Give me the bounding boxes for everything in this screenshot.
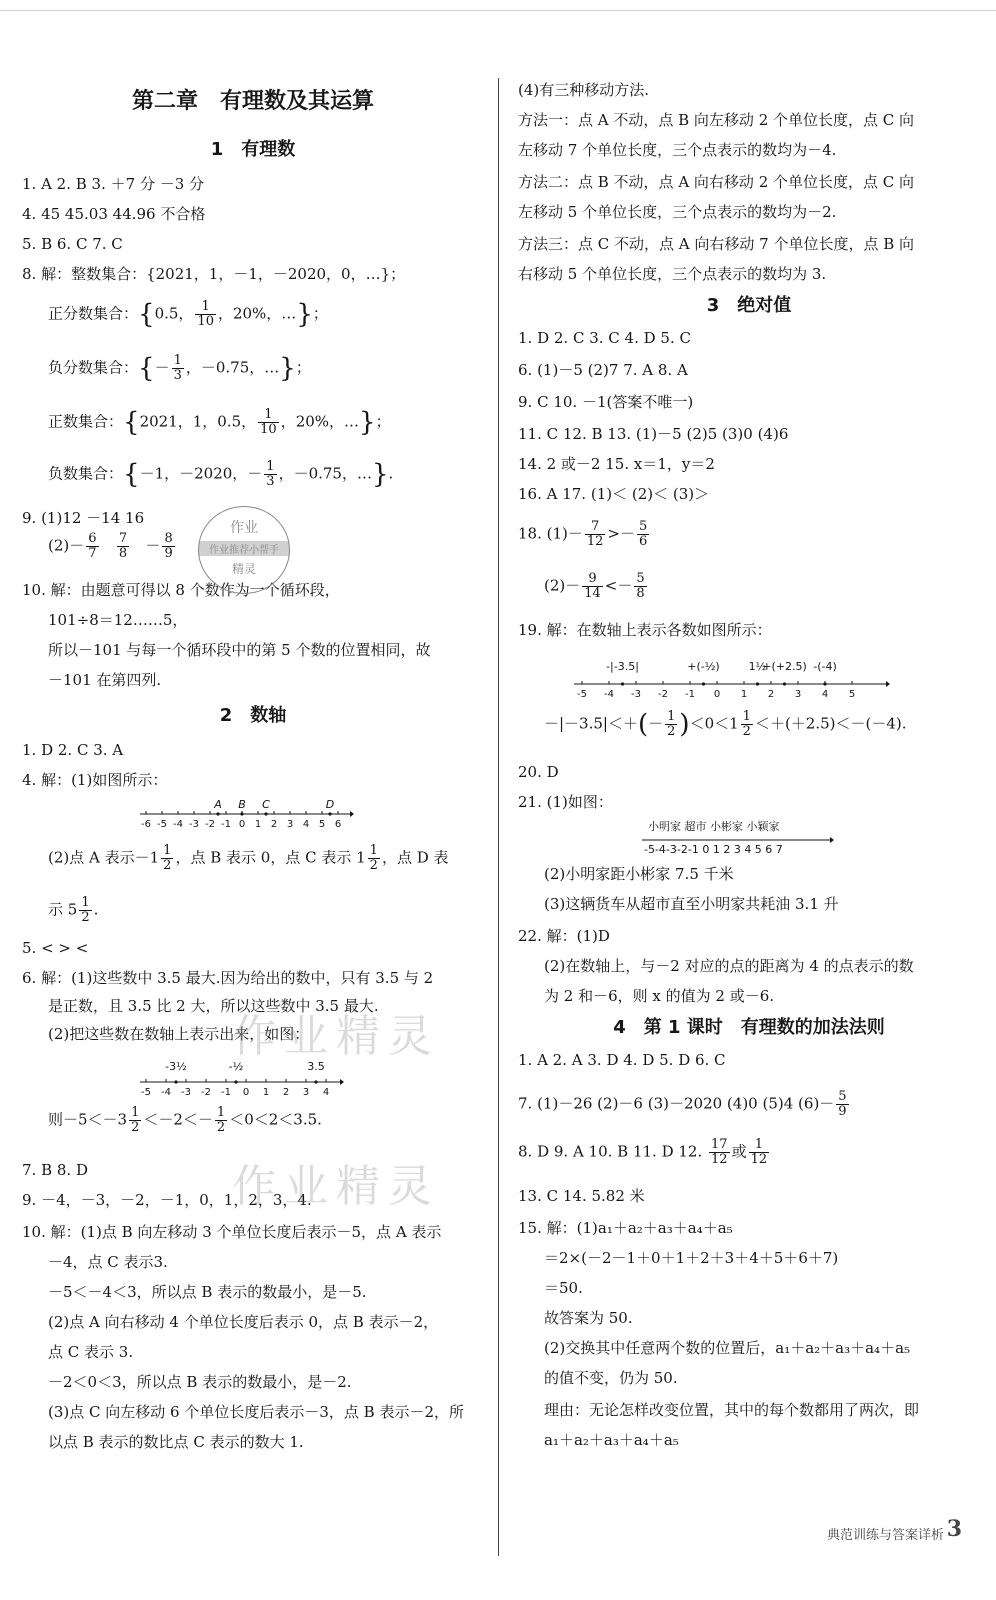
axis-arrow <box>340 1079 344 1085</box>
stamp-seal <box>198 506 290 594</box>
fraction: $\frac{1}{2}$ <box>742 709 751 739</box>
answer-line: (2)小明家距小彬家 7.5 千米 <box>544 865 734 883</box>
answer-line: 6. 解：(1)这些数中 3.5 最大.因为给出的数中，只有 3.5 与 2 <box>22 969 434 987</box>
answer-line: 方法二：点 B 不动，点 A 向右移动 2 个单位长度，点 C 向 <box>518 173 915 191</box>
point-marker <box>756 682 759 685</box>
answer-line: 11. C 12. B 13. (1)－5 (2)5 (3)0 (4)6 <box>518 425 789 443</box>
point-marker <box>174 1080 177 1083</box>
fraction: $\frac{1}{2}$ <box>81 895 90 925</box>
answer-line: 10. 解：由题意可得以 8 个数作为一个循环段， <box>22 581 340 599</box>
text: ＜－2＜－ <box>143 1110 213 1129</box>
answer-line: 方法三：点 C 不动，点 A 向右移动 7 个单位长度，点 B 向 <box>518 235 915 253</box>
answer-line: ＝2×(－2－1＋0＋1＋2＋3＋4＋5＋6＋7) <box>544 1249 839 1267</box>
answer-line: 示 5 $\frac{1}{2}$ . <box>48 895 99 925</box>
tick-label: -6 <box>141 819 151 830</box>
text: ，点 D 表 <box>381 848 449 867</box>
point-label: -|-3.5| <box>606 660 639 673</box>
text: 8. D 9. A 10. B 11. D 12. <box>518 1142 703 1161</box>
answer-line: 14. 2 或－2 15. x＝1，y＝2 <box>518 455 715 473</box>
tick-label: 4 <box>821 689 829 700</box>
tick-label: -2 <box>658 689 668 700</box>
number-line-1 <box>138 796 354 836</box>
answer-line: 方法一：点 A 不动，点 B 向左移动 2 个单位长度，点 C 向 <box>518 111 915 129</box>
footer-label: 典范训练与答案详析 <box>826 1528 944 1543</box>
point-label: +(-½) <box>687 660 720 673</box>
answer-line: 16. A 17. (1)＜ (2)＜ (3)＞ <box>518 485 710 503</box>
answer-line: (2)在数轴上，与－2 对应的点的距离为 4 的点表示的数 <box>544 957 914 975</box>
tick-label: 1 <box>262 1087 270 1098</box>
point-label: -(-4) <box>813 660 837 673</box>
stamp-text: 精灵 <box>231 562 256 576</box>
fraction: $\frac{7}{12}$ <box>586 519 604 549</box>
answer-line: 7. B 8. D <box>22 1161 88 1179</box>
tick-label: 4 <box>302 819 310 830</box>
text: ＜0＜1 <box>689 714 739 733</box>
answer-line: 9. －4，－3，－2，－1，0，1，2，3，4. <box>22 1191 312 1209</box>
set-items: －1，－2020，－ <box>139 464 263 483</box>
text: ，点 B 表示 0，点 C 表示 1 <box>175 848 366 867</box>
answer-line: 左移动 5 个单位长度，三个点表示的数均为－2. <box>518 203 837 221</box>
axis-arrow <box>350 811 354 817</box>
point-label: A <box>214 798 222 811</box>
answer-line <box>22 844 449 873</box>
answer-line: a₁＋a₂＋a₃＋a₄＋a₅ <box>544 1431 679 1449</box>
tick-label: -1 <box>221 1087 231 1098</box>
answer-line: (2)交换其中任意两个数的位置后，a₁＋a₂＋a₃＋a₄＋a₅ <box>544 1339 911 1357</box>
answer-line: 的值不变，仍为 50. <box>544 1369 678 1387</box>
point-label: -3½ <box>165 1060 187 1073</box>
fraction: $\frac{1}{3}$ <box>266 459 275 489</box>
point-label: 1½ <box>748 660 767 673</box>
point-marker <box>234 1080 237 1083</box>
point-marker <box>621 682 624 685</box>
answer-line: 15. 解：(1)a₁＋a₂＋a₃＋a₄＋a₅ <box>518 1219 733 1237</box>
tick-label: 0 <box>713 689 721 700</box>
answer-line: 10. 解：(1)点 B 向左移动 3 个单位长度后表示－5，点 A 表示 <box>22 1223 442 1241</box>
answer-line <box>518 1090 851 1119</box>
answer-line <box>518 1138 771 1167</box>
point-label: C <box>262 798 270 811</box>
tick-label: -5 <box>157 819 167 830</box>
tick-label: 1 <box>254 819 262 830</box>
fraction: $\frac{5}{9}$ <box>838 1089 847 1119</box>
point-label: +(+2.5) <box>762 660 807 673</box>
set-items: ，20%，… <box>217 304 297 323</box>
set-label: 负分数集合： <box>48 358 139 377</box>
answer-line: 理由：无论怎样改变位置，其中的每个数都用了两次，即 <box>544 1401 920 1419</box>
answer-line: 5. B 6. C 7. C <box>22 235 123 253</box>
tick-label: -1 <box>221 819 231 830</box>
text: (2)－ <box>544 576 581 595</box>
answer-line: 所以－101 与每一个循环段中的第 5 个数的位置相同，故 <box>48 641 431 659</box>
answer-line: 101÷8＝12……5， <box>48 611 188 629</box>
answer-line: 1. D 2. C 3. C 4. D 5. C <box>518 329 691 347</box>
fraction: $\frac{1}{2}$ <box>667 709 676 739</box>
tick-label: 1 <box>740 689 748 700</box>
point-marker <box>823 682 826 685</box>
answer-line: 9. (1)12 －14 16 <box>22 509 145 527</box>
section-title-2: 2 数轴 <box>219 705 287 726</box>
section-title-3: 3 绝对值 <box>706 295 792 316</box>
tick-label: 5 <box>848 689 856 700</box>
answer-line: (2)－ $\frac{6}{7}$ $\frac{7}{8}$ － $\frac{8}{9}$ <box>48 531 173 561</box>
section-title-1: 1 有理数 <box>210 139 296 160</box>
text: (2)－ <box>48 536 85 555</box>
answer-line: 5. < > < <box>22 939 89 957</box>
set-label: 负数集合： <box>48 464 124 483</box>
answer-line: 20. D <box>518 763 559 781</box>
tick-label: -5 <box>141 1087 151 1098</box>
text: 18. (1)－ <box>518 524 583 543</box>
fraction: $\frac{1}{12}$ <box>750 1137 768 1167</box>
answer-line: 左移动 7 个单位长度，三个点表示的数均为－4. <box>518 141 837 159</box>
tick-label: -3 <box>631 689 641 700</box>
tick-label: 6 <box>334 819 342 830</box>
tick-label: 2 <box>282 1087 290 1098</box>
answer-line: 21. (1)如图： <box>518 793 613 811</box>
answer-line: 以点 B 表示的数比点 C 表示的数大 1. <box>48 1433 304 1451</box>
axis-header: 小明家 超市 小彬家 小颖家 <box>648 820 780 833</box>
set-label: 正数集合： <box>48 412 124 431</box>
answer-line: －4，点 C 表示3. <box>48 1253 168 1271</box>
section-title-4: 4 第 1 课时 有理数的加法法则 <box>613 1017 885 1038</box>
point-marker <box>783 682 786 685</box>
text: 7. (1)－26 (2)－6 (3)－2020 (4)0 (5)4 (6)－ <box>518 1094 835 1113</box>
stamp-text: 作业推荐小帮手 <box>199 541 289 556</box>
answer-line: －101 在第四列. <box>48 671 162 689</box>
answer-line: 1. D 2. C 3. A <box>22 741 124 759</box>
answer-line: 右移动 5 个单位长度，三个点表示的数均为 3. <box>518 265 827 283</box>
answer-line: 13. C 14. 5.82 米 <box>518 1187 645 1205</box>
tick-label: -4 <box>161 1087 171 1098</box>
tick-label: 3 <box>286 819 294 830</box>
point-marker <box>314 1080 317 1083</box>
fraction: $\frac{9}{14}$ <box>584 571 601 601</box>
answer-line: 1. A 2. A 3. D 4. D 5. D 6. C <box>518 1051 726 1069</box>
number-line-3 <box>572 646 892 702</box>
answer-line: 为 2 和－6，则 x 的值为 2 或－6. <box>544 987 775 1005</box>
stamp-text: 作业 <box>230 520 258 536</box>
answer-line: 6. (1)－5 (2)7 7. A 8. A <box>518 361 688 379</box>
text: 或 <box>731 1142 747 1161</box>
fraction: $\frac{1}{10}$ <box>197 299 214 329</box>
text: (2)点 A 表示－1 <box>48 848 160 867</box>
axis-arrow <box>830 837 834 843</box>
answer-line: 故答案为 50. <box>544 1309 633 1327</box>
answer-line: 19. 解：在数轴上表示各数如图所示： <box>518 621 772 639</box>
tick-label: 2 <box>270 819 278 830</box>
point-marker <box>240 812 243 815</box>
tick-label: -4 <box>604 689 614 700</box>
answer-line: (4)有三种移动方法. <box>518 81 650 99</box>
set-label: 正分数集合： <box>48 304 139 323</box>
tick-label: -4 <box>173 819 183 830</box>
point-marker <box>328 812 331 815</box>
answer-line: 是正数，且 3.5 比 2 大，所以这些数中 3.5 最大. <box>48 997 379 1015</box>
answer-line: 22. 解：(1)D <box>518 927 610 945</box>
point-marker <box>264 812 267 815</box>
answer-line: －2＜0＜3，所以点 B 表示的数最小，是－2. <box>48 1373 352 1391</box>
answer-line: 4. 45 45.03 44.96 不合格 <box>22 205 206 223</box>
fraction: $\frac{1}{2}$ <box>131 1105 140 1135</box>
fraction: $\frac{7}{8}$ <box>118 531 128 561</box>
fraction: $\frac{1}{10}$ <box>260 407 277 437</box>
tick-label: 2 <box>767 689 775 700</box>
answer-line: －|－3.5|＜＋(－ $\frac{1}{2}$ )＜0＜1 $\frac{1}{2}$ ＜＋(＋2.5)＜－(－4). <box>544 709 907 740</box>
chapter-title: 第二章 有理数及其运算 <box>131 89 374 114</box>
set-items: 2021，1，0.5， <box>139 412 257 431</box>
fraction: $\frac{1}{3}$ <box>173 353 182 383</box>
set-items: 0.5， <box>154 304 194 323</box>
text: ＜0＜2＜3.5. <box>229 1110 322 1129</box>
set-items: ，20%，… <box>280 412 360 431</box>
answer-line: ＝50. <box>544 1279 583 1297</box>
point-label: B <box>238 798 246 811</box>
fraction: $\frac{5}{8}$ <box>636 571 645 601</box>
fraction: $\frac{8}{9}$ <box>164 531 173 561</box>
tick-label: -3 <box>181 1087 191 1098</box>
set-negative-fractions: 负分数集合：{－ $\frac{1}{3}$ ，－0.75，…}； <box>48 353 311 384</box>
fraction: $\frac{17}{12}$ <box>711 1137 728 1167</box>
answer-line: 18. (1)－ $\frac{7}{12}$ >－ $\frac{5}{6}$ <box>518 519 648 549</box>
fraction: $\frac{1}{2}$ <box>163 843 172 873</box>
axis-ticks: -5-4-3-2-1 0 1 2 3 4 5 6 7 <box>644 843 783 856</box>
number-line-4 <box>640 818 836 860</box>
answer-line: 9. C 10. －1(答案不唯一) <box>518 393 694 411</box>
text: 则－5＜－3 <box>48 1110 128 1129</box>
answer-line: (3)这辆货车从超市直至小明家共耗油 3.1 升 <box>544 895 839 913</box>
tick-label: -5 <box>577 689 587 700</box>
tick-label: -1 <box>685 689 695 700</box>
tick-label: 5 <box>318 819 326 830</box>
set-items: ，－0.75，… <box>278 464 372 483</box>
answer-line: (2)点 A 向右移动 4 个单位长度后表示 0，点 B 表示－2， <box>48 1313 439 1331</box>
tick-label: 0 <box>238 819 246 830</box>
text: ＜＋(＋2.5)＜－(－4). <box>754 714 907 733</box>
text: －|－3.5|＜＋ <box>544 714 638 733</box>
answer-line: 8. 解：整数集合：{2021，1，－1，－2020，0，…}； <box>22 265 406 283</box>
tick-label: 3 <box>302 1087 310 1098</box>
watermark: 作业精灵 <box>232 1161 440 1212</box>
tick-label: 3 <box>794 689 802 700</box>
fraction: $\frac{1}{2}$ <box>216 1105 226 1135</box>
tick-label: 4 <box>322 1087 330 1098</box>
tick-label: -3 <box>189 819 199 830</box>
page-number: 3 <box>946 1516 962 1542</box>
point-label: 3.5 <box>307 1060 325 1073</box>
point-marker <box>702 682 705 685</box>
answer-line <box>22 1106 322 1135</box>
answer-line: 4. 解：(1)如图所示： <box>22 771 168 789</box>
watermark: 作业精灵 <box>232 1011 440 1062</box>
top-rule <box>0 10 996 11</box>
text: 示 5 <box>48 900 78 919</box>
tick-label: 0 <box>242 1087 250 1098</box>
fraction: $\frac{6}{7}$ <box>88 531 97 561</box>
set-positive-fractions: 正分数集合：{0.5， $\frac{1}{10}$ ，20%，…}； <box>48 299 328 330</box>
point-marker <box>216 812 219 815</box>
answer-line: (2)把这些数在数轴上表示出来，如图： <box>48 1025 310 1043</box>
axis-arrow <box>886 681 890 687</box>
set-negative: 负数集合：{－1，－2020，－ $\frac{1}{3}$ ，－0.75，…}. <box>48 459 394 490</box>
column-divider <box>498 78 499 1556</box>
answer-line: 1. A 2. B 3. ＋7 分 －3 分 <box>22 175 205 193</box>
point-label: -½ <box>228 1060 244 1073</box>
set-items: － <box>154 358 170 377</box>
answer-line: (2)－ $\frac{9}{14}$ <－ $\frac{5}{8}$ <box>544 571 645 601</box>
set-positive: 正数集合：{2021，1，0.5， $\frac{1}{10}$ ，20%，…}； <box>48 407 391 438</box>
point-label: D <box>325 798 335 811</box>
answer-line: 点 C 表示 3. <box>48 1343 134 1361</box>
set-items: ，－0.75，… <box>185 358 280 377</box>
answer-line: (3)点 C 向左移动 6 个单位长度后表示－3，点 B 表示－2，所 <box>48 1403 464 1421</box>
tick-label: -2 <box>201 1087 211 1098</box>
fraction: $\frac{1}{2}$ <box>369 843 378 873</box>
fraction: $\frac{5}{6}$ <box>639 519 648 549</box>
answer-line: －5＜－4＜3，所以点 B 表示的数最小，是－5. <box>48 1283 367 1301</box>
tick-label: -2 <box>205 819 215 830</box>
